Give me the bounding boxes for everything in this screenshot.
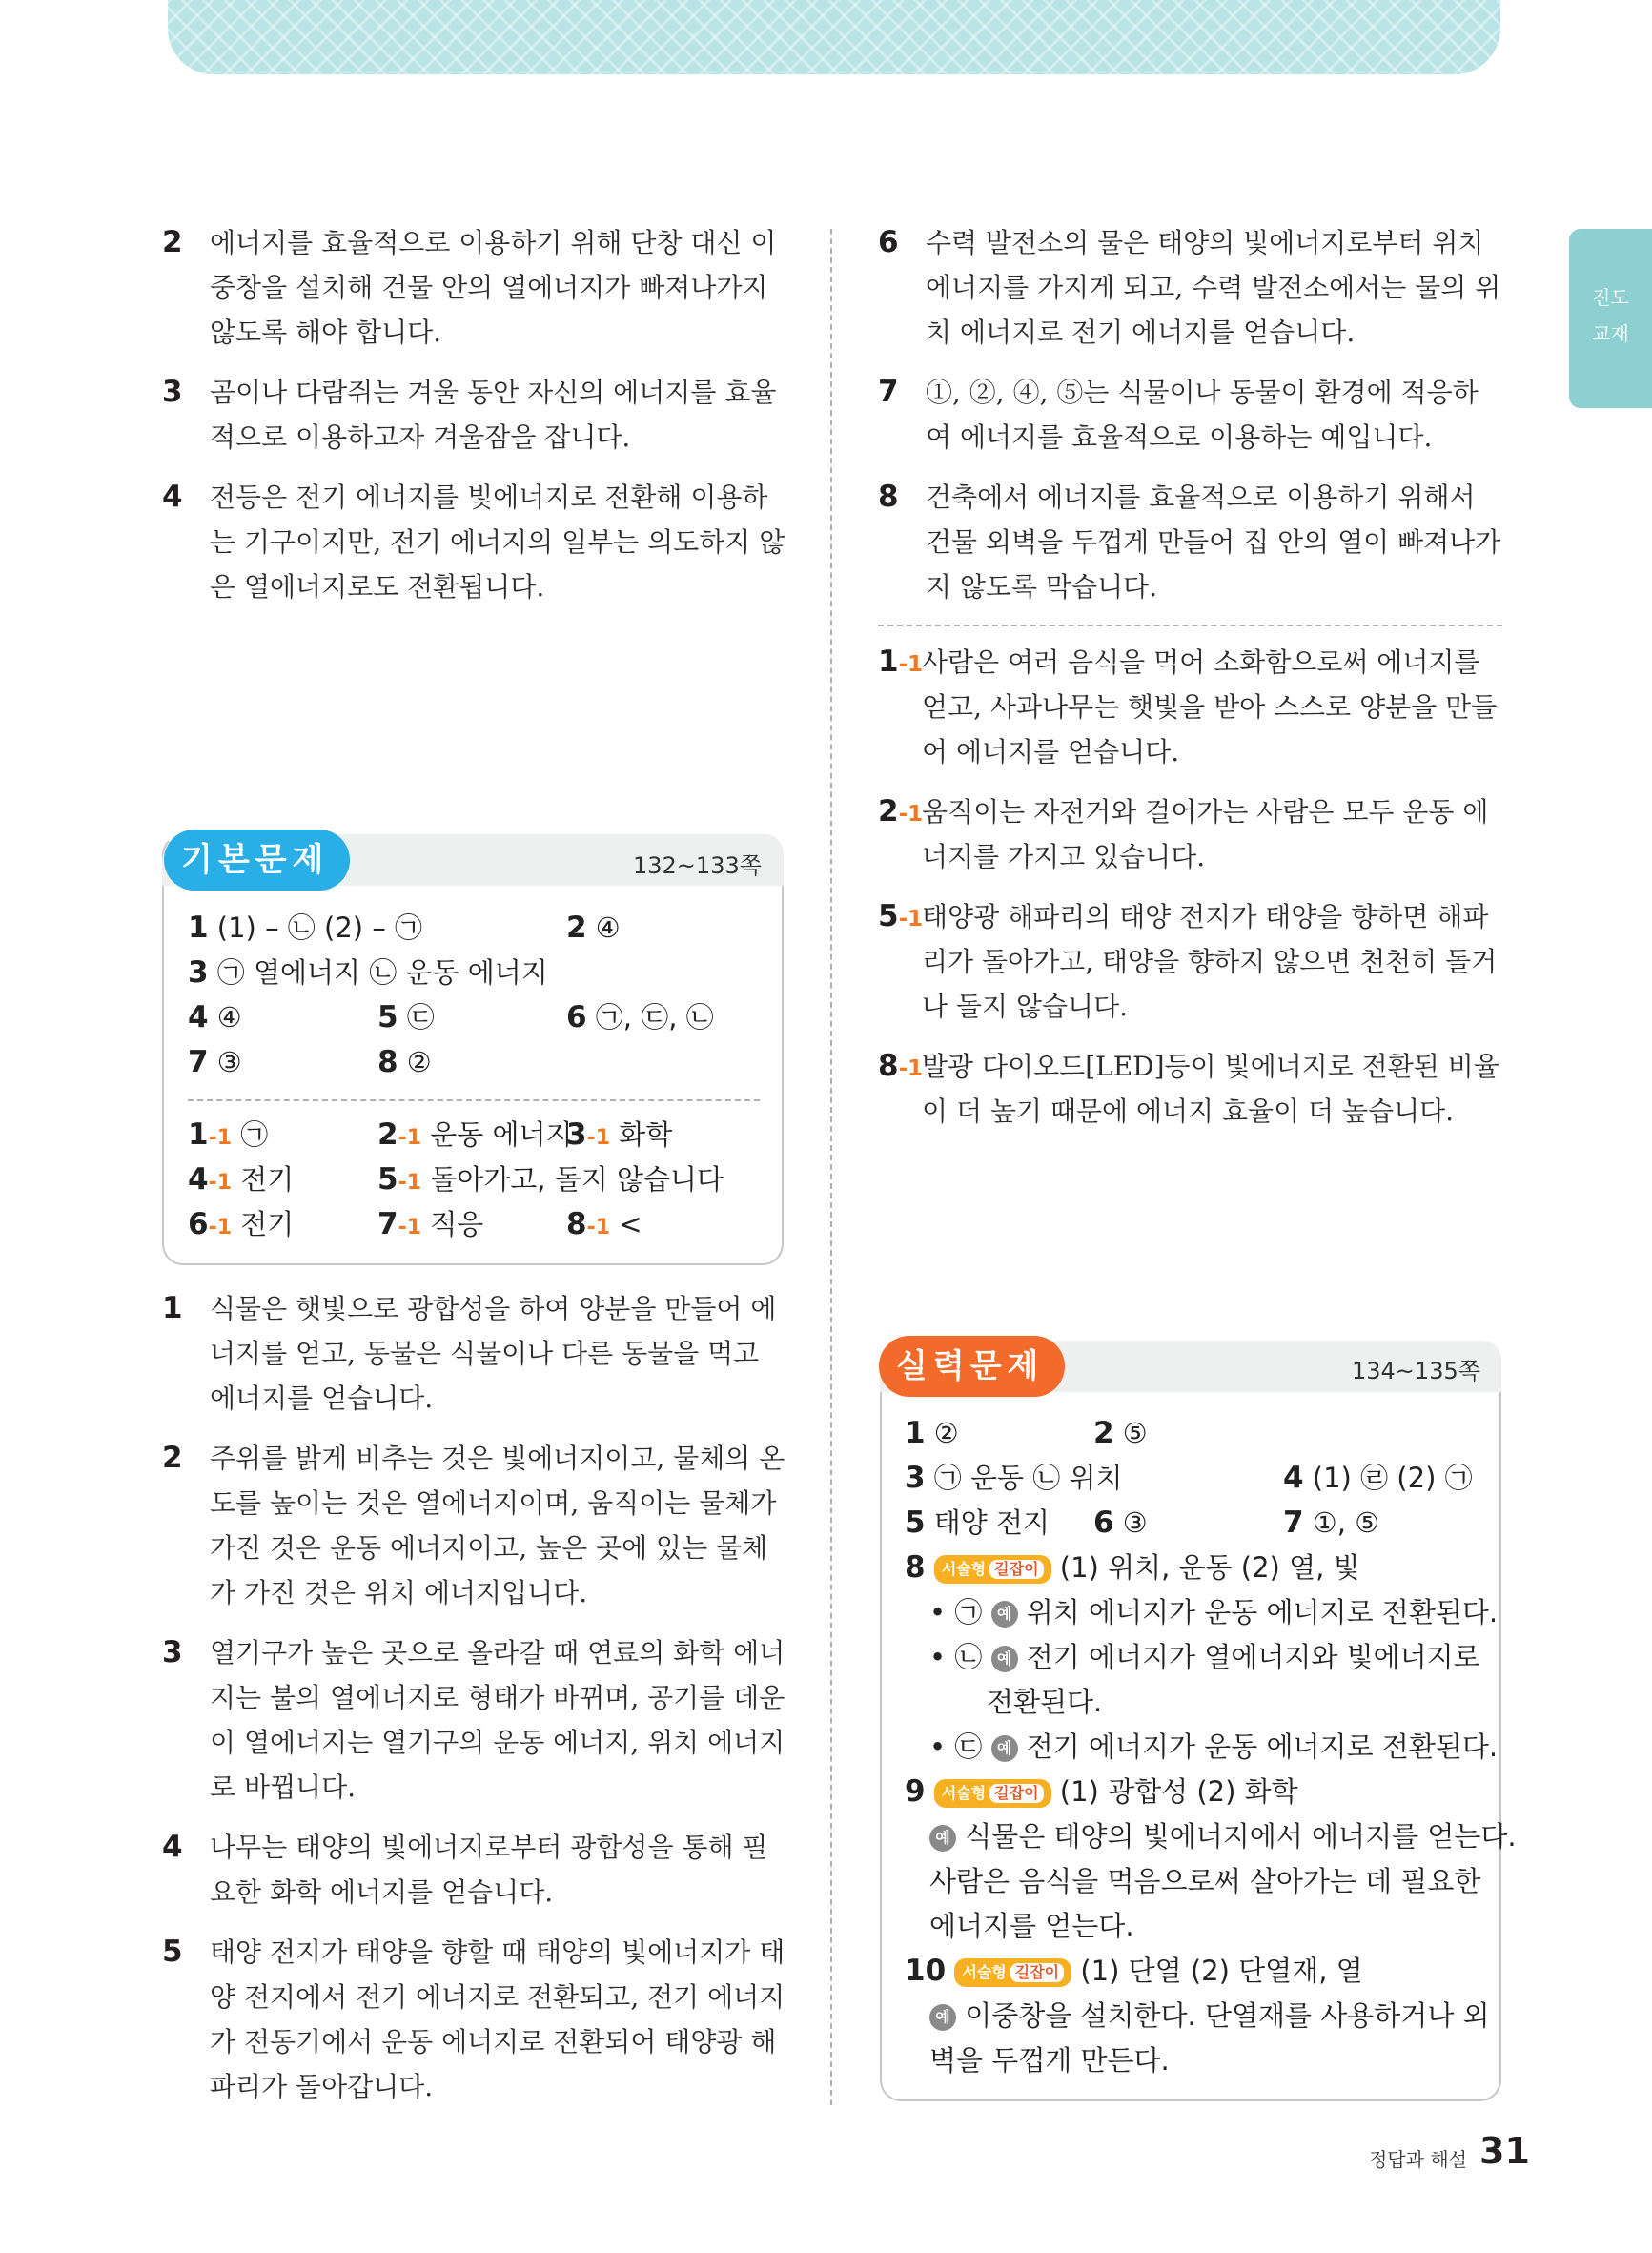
explanation-text: 위치 에너지가 운동 에너지로 전환된다.	[1026, 1596, 1499, 1628]
basic-sub-answer	[188, 1157, 294, 1205]
skill-explanation-line: 사람은 음식을 먹음으로써 살아가는 데 필요한	[929, 1865, 1481, 1897]
bullet-marker: • ㉠	[929, 1596, 983, 1628]
explanation-item	[162, 1825, 786, 1915]
explanation-item	[878, 1044, 1502, 1134]
answer-number: 2	[377, 1117, 398, 1152]
example-icon: 예	[991, 1646, 1018, 1672]
explanation-item	[878, 894, 1502, 1029]
basic-answer-row	[188, 906, 422, 950]
tag-label: 서술형	[941, 1560, 987, 1578]
skill-answer-row	[905, 1546, 1360, 1589]
skill-explanation-line	[929, 1814, 1517, 1858]
item-text: 식물은 햇빛으로 광합성을 하여 양분을 만들어 에너지를 얻고, 동물은 식물이나 다른 동물을 먹고 에너지를 얻습니다.	[210, 1293, 777, 1414]
answer-number: 5	[905, 1505, 926, 1540]
item-text: 사람은 여러 음식을 먹어 소화함으로써 에너지를 얻고, 사과나무는 햇빛을 받아 스스로 양분을 만들어 에너지를 얻습니다.	[922, 646, 1498, 768]
skill-answer-row	[1093, 1501, 1148, 1545]
answer-suffix: -1	[208, 1126, 233, 1150]
basic-answer-row	[377, 1040, 432, 1084]
explanation-text: 이중창을 설치한다. 단열재를 사용하거나 외	[965, 1999, 1490, 2032]
skill-explanation-line: 에너지를 얻는다.	[929, 1910, 1134, 1942]
answer-number: 5	[377, 1162, 398, 1197]
answer-number: 2	[1093, 1416, 1114, 1450]
example-icon: 예	[929, 1825, 956, 1852]
answer-value: 운동 에너지	[430, 1118, 573, 1151]
answer-number: 1	[188, 1117, 209, 1152]
answer-value: 화학	[619, 1118, 673, 1151]
explanation-text: 식물은 태양의 빛에너지에서 에너지를 얻는다.	[965, 1820, 1517, 1853]
example-icon: 예	[991, 1735, 1018, 1762]
basic-sub-answer	[377, 1157, 724, 1205]
answer-number: 6	[566, 1000, 587, 1034]
descriptive-tag	[934, 1555, 1051, 1584]
answer-number: 8	[905, 1550, 926, 1585]
left-top-explanations	[162, 220, 786, 625]
item-number: 2	[162, 225, 183, 259]
page-number: 31	[1479, 2130, 1530, 2172]
side-tab-line2: 교재	[1592, 322, 1629, 345]
tag-guide: 길잡이	[989, 1784, 1043, 1803]
basic-sub-answer	[377, 1202, 483, 1250]
answer-value: ⑤	[1122, 1417, 1148, 1449]
skill-answer-row	[905, 1501, 1050, 1545]
item-text: 태양 전지가 태양을 향할 때 태양의 빛에너지가 태양 전지에서 전기 에너지로 전환되고, 전기 에너지가 전동기에서 운동 에너지로 전환되어 태양광 해파리가 돌아갑니다.	[210, 1936, 785, 2102]
answer-value: ㉠ 운동 ㉡ 위치	[933, 1462, 1123, 1494]
explanation-item	[878, 220, 1502, 355]
skill-pages: 134~135쪽	[1352, 1358, 1480, 1384]
item-number: 5	[162, 1935, 183, 1969]
skill-explanation-line	[929, 1994, 1490, 2038]
answer-suffix: -1	[586, 1126, 611, 1150]
item-number: 7	[878, 375, 899, 409]
bullet-marker: • ㉡	[929, 1641, 983, 1673]
answer-number: 4	[1283, 1461, 1304, 1495]
basic-answer-row	[188, 1040, 242, 1084]
skill-explanation-line	[929, 1725, 1498, 1769]
answer-value: (1) 광합성 (2) 화학	[1059, 1775, 1298, 1808]
left-bottom-explanations	[162, 1286, 786, 2124]
section-separator	[878, 625, 1502, 626]
answer-value: ④	[595, 911, 621, 944]
footer-label: 정답과 해설	[1369, 2148, 1467, 2171]
answer-suffix: -1	[398, 1171, 422, 1195]
item-number: 8	[878, 480, 899, 514]
skill-explanation-line: 벽을 두껍게 만든다.	[929, 2044, 1170, 2077]
answer-number: 7	[188, 1045, 209, 1079]
example-icon: 예	[991, 1601, 1018, 1628]
answer-value: ㉠, ㉢, ㉡	[595, 1001, 714, 1034]
skill-answer-row	[905, 1411, 959, 1455]
right-top-explanations	[878, 220, 1502, 625]
item-number: 3	[162, 375, 183, 409]
skill-badge: 실력문제	[879, 1336, 1065, 1397]
skill-explanation-line: 전환된다.	[987, 1686, 1103, 1718]
explanation-item	[162, 370, 786, 460]
explanation-item	[162, 475, 786, 609]
tag-guide: 길잡이	[1010, 1963, 1064, 1982]
item-text: 태양광 해파리의 태양 전지가 태양을 향하면 해파리가 돌아가고, 태양을 향하지 않으면 천천히 돌거나 돌지 않습니다.	[922, 901, 1498, 1022]
answer-value: ㉢	[406, 1001, 435, 1034]
answer-number: 9	[905, 1774, 926, 1809]
answer-value: ㉠ 열에너지 ㉡ 운동 에너지	[216, 956, 548, 989]
answer-value: ②	[406, 1046, 432, 1078]
item-number: 2	[162, 1441, 183, 1475]
item-text: 나무는 태양의 빛에너지로부터 광합성을 통해 필요한 화학 에너지를 얻습니다.	[210, 1832, 768, 1908]
explanation-text: 전기 에너지가 열에너지와 빛에너지로	[1026, 1641, 1480, 1673]
item-number	[878, 789, 923, 837]
answer-number: 3	[905, 1461, 926, 1495]
explanation-item	[162, 1286, 786, 1421]
answer-suffix: -1	[398, 1216, 422, 1239]
answer-value: ④	[216, 1001, 242, 1034]
answer-number: 4	[188, 1162, 209, 1197]
item-number-main: 2	[878, 794, 899, 829]
item-number	[878, 1044, 923, 1092]
skill-answer-row	[1283, 1456, 1473, 1500]
answer-number: 3	[188, 955, 209, 990]
skill-explanation-line	[929, 1635, 1480, 1679]
explanation-item	[878, 789, 1502, 879]
answer-value: ③	[1122, 1506, 1148, 1539]
answer-value: 전기	[240, 1208, 295, 1240]
explanation-item	[878, 475, 1502, 609]
item-text: 곰이나 다람쥐는 겨울 동안 자신의 에너지를 효율적으로 이용하고자 겨울잠을 잡니다.	[210, 377, 777, 453]
right-sub-explanations	[878, 640, 1502, 1149]
side-tab-line1: 진도	[1592, 286, 1629, 309]
skill-answer-row	[905, 1949, 1363, 1993]
descriptive-tag	[934, 1779, 1051, 1808]
answer-suffix: -1	[398, 1126, 422, 1150]
answer-value: (1) 위치, 운동 (2) 열, 빛	[1059, 1551, 1360, 1584]
explanation-text: 전기 에너지가 운동 에너지로 전환된다.	[1026, 1731, 1499, 1763]
item-number-main: 8	[878, 1049, 899, 1083]
item-text: 움직이는 자전거와 걸어가는 사람은 모두 운동 에너지를 가지고 있습니다.	[922, 796, 1489, 872]
answer-number: 10	[905, 1954, 947, 1988]
answer-number: 4	[188, 1000, 209, 1034]
answer-value: ①, ⑤	[1312, 1506, 1380, 1539]
basic-answer-row	[188, 995, 242, 1039]
answer-value: (1) – ㉡ (2) – ㉠	[216, 911, 423, 944]
answer-value: 적응	[430, 1208, 484, 1240]
answer-number: 1	[905, 1416, 926, 1450]
item-number-suffix: -1	[898, 802, 924, 827]
answer-suffix: -1	[208, 1216, 233, 1239]
explanation-item	[162, 1930, 786, 2109]
basic-answer-row	[188, 951, 548, 994]
answer-number: 1	[188, 911, 209, 945]
skill-answer-row	[1093, 1411, 1148, 1455]
item-text: 발광 다이오드[LED]등이 빛에너지로 전환된 비율이 더 높기 때문에 에너지 효율이 더 높습니다.	[922, 1051, 1499, 1127]
item-text: 주위를 밝게 비추는 것은 빛에너지이고, 물체의 온도를 높이는 것은 열에너지이며, 움직이는 물체가 가진 것은 운동 에너지이고, 높은 곳에 있는 물체가 가진 것은 위치 에너지입니다.	[210, 1443, 785, 1608]
answer-suffix: -1	[208, 1171, 233, 1195]
item-number-suffix: -1	[898, 907, 924, 932]
explanation-item	[162, 220, 786, 355]
item-number: 1	[162, 1291, 183, 1325]
answer-value: 전기	[240, 1163, 295, 1196]
tag-guide: 길잡이	[989, 1560, 1043, 1579]
explanation-item	[878, 640, 1502, 774]
item-number: 6	[878, 225, 899, 259]
side-tab	[1569, 229, 1652, 408]
bullet-marker: • ㉢	[929, 1731, 983, 1763]
answer-number: 2	[566, 911, 587, 945]
basic-answer-row	[377, 995, 435, 1039]
basic-sub-answer	[188, 1113, 268, 1160]
answer-number: 7	[377, 1207, 398, 1241]
item-text: 열기구가 높은 곳으로 올라갈 때 연료의 화학 에너지는 불의 열에너지로 형태가 바뀌며, 공기를 데운 이 열에너지는 열기구의 운동 에너지, 위치 에너지로 바뀝니다.	[210, 1637, 785, 1803]
item-number: 4	[162, 480, 183, 514]
column-divider	[830, 229, 832, 2105]
basic-box-separator	[188, 1099, 760, 1101]
explanation-item	[878, 370, 1502, 460]
basic-pages: 132~133쪽	[633, 852, 762, 879]
answer-number: 8	[566, 1207, 587, 1241]
answer-number: 6	[188, 1207, 209, 1241]
answer-value: ②	[933, 1417, 959, 1449]
answer-value: 돌아가고, 돌지 않습니다	[430, 1163, 724, 1196]
explanation-item	[162, 1436, 786, 1615]
answer-number: 5	[377, 1000, 398, 1034]
item-number-suffix: -1	[898, 1056, 924, 1081]
basic-answer-row	[566, 906, 621, 950]
explanation-item	[162, 1630, 786, 1810]
basic-answer-row	[566, 995, 714, 1039]
tag-label: 서술형	[962, 1963, 1007, 1981]
basic-badge: 기본문제	[164, 830, 350, 891]
basic-sub-answer	[188, 1202, 294, 1250]
answer-number: 3	[566, 1117, 587, 1152]
skill-answer-row	[905, 1456, 1123, 1500]
descriptive-tag	[954, 1958, 1071, 1987]
item-number-main: 1	[878, 645, 899, 679]
answer-value: 태양 전지	[933, 1506, 1050, 1539]
tag-label: 서술형	[941, 1784, 987, 1802]
answer-number: 8	[377, 1045, 398, 1079]
item-number	[878, 640, 923, 687]
example-icon: 예	[929, 2004, 956, 2031]
skill-explanation-line	[929, 1590, 1498, 1634]
answer-value: ③	[216, 1046, 242, 1078]
answer-number: 6	[1093, 1505, 1114, 1540]
answer-value: (1) ㉣ (2) ㉠	[1312, 1462, 1473, 1494]
basic-sub-answer	[566, 1202, 642, 1250]
item-number-main: 5	[878, 899, 899, 933]
basic-sub-answer	[377, 1113, 573, 1160]
answer-value: ㉠	[240, 1118, 269, 1151]
item-number-suffix: -1	[898, 652, 924, 677]
item-number: 4	[162, 1830, 183, 1864]
answer-number: 7	[1283, 1505, 1304, 1540]
item-text: 에너지를 효율적으로 이용하기 위해 단창 대신 이중창을 설치해 건물 안의 열에너지가 빠져나가지 않도록 해야 합니다.	[210, 227, 777, 348]
item-text: 수력 발전소의 물은 태양의 빛에너지로부터 위치 에너지를 가지게 되고, 수력 발전소에서는 물의 위치 에너지로 전기 에너지를 얻습니다.	[926, 227, 1501, 348]
item-number: 3	[162, 1635, 183, 1669]
answer-suffix: -1	[586, 1216, 611, 1239]
basic-sub-answer	[566, 1113, 672, 1160]
item-text: ①, ②, ④, ⑤는 식물이나 동물이 환경에 적응하여 에너지를 효율적으로 이용하는 예입니다.	[926, 377, 1479, 453]
item-number	[878, 894, 923, 942]
skill-answer-row	[905, 1770, 1298, 1813]
item-text: 건축에서 에너지를 효율적으로 이용하기 위해서 건물 외벽을 두껍게 만들어 집 안의 열이 빠져나가지 않도록 막습니다.	[926, 481, 1501, 603]
item-text: 전등은 전기 에너지를 빛에너지로 전환해 이용하는 기구이지만, 전기 에너지의 일부는 의도하지 않은 열에너지로도 전환됩니다.	[210, 481, 785, 603]
skill-answer-row	[1283, 1501, 1379, 1545]
top-banner	[168, 0, 1500, 74]
answer-value: <	[619, 1208, 642, 1240]
answer-value: (1) 단열 (2) 단열재, 열	[1080, 1955, 1363, 1987]
